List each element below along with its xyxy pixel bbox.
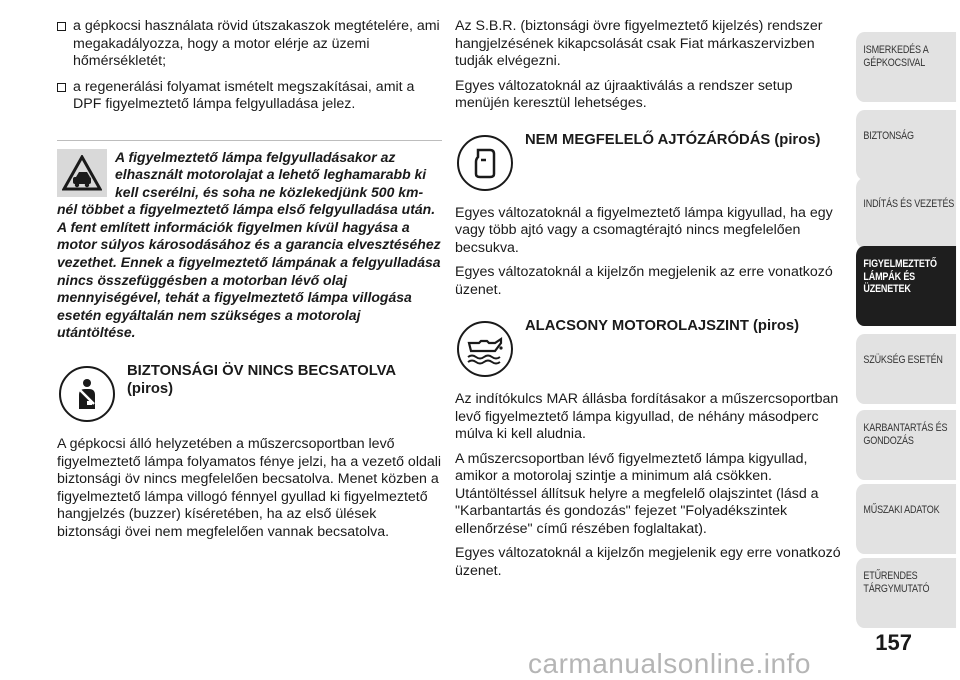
tab-biztonsag[interactable] <box>856 110 956 180</box>
bullet-text: a regenerálási folyamat ismételt megszakításai, amit a DPF figyelmeztető lámpa felgyulladása jelez. <box>73 78 415 112</box>
door-section <box>455 129 850 191</box>
tab-label: MŰSZAKI ADATOK <box>863 504 940 516</box>
left-column <box>57 18 442 548</box>
paragraph: Egyes változatoknál az újraaktiválás a rendszer setup menüjén keresztül lehetséges. <box>455 77 793 111</box>
tab-label: KARBANTARTÁS ÉS <box>863 422 948 434</box>
section-title: ALACSONY MOTOROLAJSZINT (piros) <box>525 318 800 334</box>
tab-label: TÁRGYMUTATÓ <box>863 582 930 595</box>
tab-szukseg[interactable] <box>856 334 956 404</box>
paragraph: Az indítókulcs MAR állásba fordításakor a műszercsoportban levő figyelmeztető lámpa kigyullad, de néhány másodperc múlva ki kell aludnia. <box>455 391 839 442</box>
tab-label: ETŰRENDES <box>863 570 918 582</box>
tab-ismerkedes[interactable] <box>856 32 956 102</box>
right-column <box>455 18 850 587</box>
tab-inditas[interactable] <box>856 178 956 248</box>
tab-targymutato[interactable] <box>856 558 956 628</box>
oil-section <box>455 315 850 377</box>
seatbelt-icon <box>59 366 115 422</box>
tab-label: ISMERKEDÉS A <box>863 44 929 56</box>
tab-label: FIGYELMEZTETŐ <box>863 258 937 270</box>
tab-label: LÁMPÁK ÉS <box>863 270 916 283</box>
watermark: carmanualsonline.info <box>528 648 811 679</box>
tab-label: GÉPKOCSIVAL <box>863 56 926 69</box>
tab-muszaki[interactable] <box>856 484 956 554</box>
tab-karbantartas[interactable] <box>856 410 956 480</box>
warning-text: A figyelmeztető lámpa felgyulladásakor az elhasznált motorolajat a lehető leghamarabb ki kell cserélni, és soha ne közlekedjünk 500 km-nél többet a figyelmeztető lámpa első felgyulladása után. A fent említett információk figyelmen kívül hagyása a motor súlyos károsodásához és a garancia elvesztéséhez vezethet. Ennek a figyelmeztető lámpának a felgyulladása nincs összefüggésben a motorban lévő olaj mennyiségével, tehát a figyelmeztető lámpa villogása esetén egyáltalán nem szükséges a motorolaj utántöltése. <box>57 148 441 341</box>
seatbelt-section <box>57 360 442 422</box>
oil-can-icon <box>457 321 513 377</box>
paragraph: A műszercsoportban lévő figyelmeztető lámpa kigyullad, amikor a motorolaj szintje a minimum alá csökken. Utántöltéssel állítsuk helyre a megfelelő olajszintet (lásd a "Karbantartás és gondozás" fejezet "Folyadékszintek ellenőrzése" című részében foglaltakat). <box>455 450 819 537</box>
bullet-text: a gépkocsi használata rövid útszakaszok megtételére, ami megakadályozza, hogy a motor elérje az üzemi hőmérsékletét; <box>73 18 440 69</box>
page-number: 157 <box>875 630 912 655</box>
paragraph: Az S.B.R. (biztonsági övre figyelmeztető kijelzés) rendszer hangjelzésének kikapcsolását csak Fiat márkaszervizben tudják elvégezni. <box>455 18 823 69</box>
tab-label: ÜZENETEK <box>863 283 911 295</box>
warning-box <box>57 140 442 343</box>
tab-label: SZÜKSÉG ESETÉN <box>863 354 943 366</box>
section-title: BIZTONSÁGI ÖV NINCS BECSATOLVA (piros) <box>127 363 396 398</box>
paragraph: Egyes változatoknál a figyelmeztető lámpa kigyullad, ha egy vagy több ajtó vagy a csomagtérajtó nincs megfelelően becsukva. <box>455 204 833 256</box>
tab-label: BIZTONSÁG <box>863 130 914 142</box>
tab-label: GONDOZÁS <box>863 434 914 447</box>
paragraph: Egyes változatoknál a kijelzőn megjelenik az erre vonatkozó üzenet. <box>455 264 833 298</box>
paragraph: Egyes változatoknál a kijelzőn megjelenik egy erre vonatkozó üzenet. <box>455 545 841 579</box>
tab-label: INDÍTÁS ÉS VEZETÉS <box>863 198 955 210</box>
door-open-icon <box>457 135 513 191</box>
checkbox-bullet-icon <box>57 22 66 31</box>
warning-car-icon <box>57 149 107 197</box>
section-title: NEM MEGFELELŐ AJTÓZÁRÓDÁS (piros) <box>525 131 821 148</box>
seatbelt-paragraph: A gépkocsi álló helyzetében a műszercsoportban levő figyelmeztető lámpa folyamatos fénye jelzi, ha a vezető oldali biztonsági öv nincs megfelelően becsatolva. Menet közben a figyelmeztető lámpa villogó fénnyel gyullad ki figyelmeztető hangjelzés (buzzer) kíséretében, ha az első ülések biztonsági övei nem megfelelően vannak becsatolva. <box>57 436 442 540</box>
tab-figyelmezteto[interactable] <box>856 246 956 326</box>
list-item <box>57 79 442 114</box>
list-item <box>57 18 442 71</box>
checkbox-bullet-icon <box>57 83 66 92</box>
